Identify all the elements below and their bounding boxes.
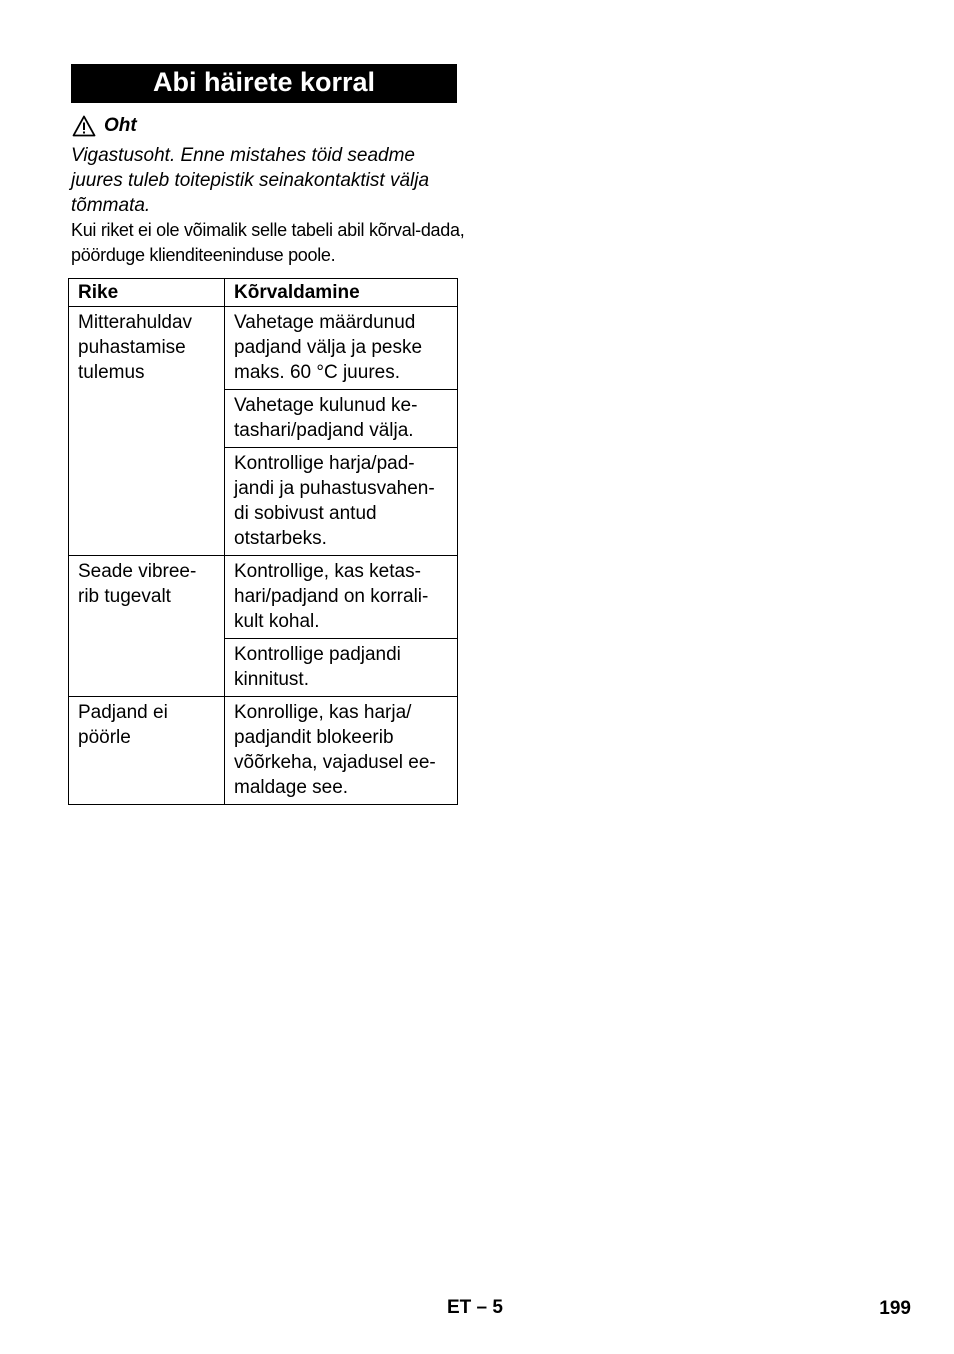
footer-language-section: ET – 5 xyxy=(447,1297,503,1318)
remedy-cell: Kontrollige padjandi kinnitust. xyxy=(225,639,458,697)
fault-cell: Padjand ei pöörle xyxy=(69,697,225,805)
warning-triangle-icon xyxy=(72,115,96,137)
danger-label: Oht xyxy=(104,115,137,136)
danger-text: Vigastusoht. Enne mistahes töid seadme juures tuleb toitepistik seinakontaktist välja tõmmata. xyxy=(71,145,430,216)
remedy-cell: Vahetage määrdunud padjand välja ja peske maks. 60 °C juures. xyxy=(225,307,458,390)
header-remedy: Kõrvaldamine xyxy=(225,279,458,307)
intro-text: Kui riket ei ole võimalik selle tabeli abil kõrval-dada, pöörduge klienditeeninduse poole. xyxy=(71,220,465,265)
remedy-cell: Kontrollige, kas ketas-hari/padjand on korrali-kult kohal. xyxy=(225,556,458,639)
remedy-cell: Vahetage kulunud ke-tashari/padjand välja. xyxy=(225,390,458,448)
fault-cell: Mitterahuldav puhastamise tulemus xyxy=(69,307,225,556)
fault-cell: Seade vibree-rib tugevalt xyxy=(69,556,225,697)
table-row xyxy=(69,556,458,639)
table-header-row xyxy=(69,279,458,307)
header-fault: Rike xyxy=(69,279,225,307)
table-row xyxy=(69,697,458,805)
table-row xyxy=(69,307,458,390)
page-number: 199 xyxy=(879,1298,911,1319)
section-title: Abi häirete korral xyxy=(71,64,457,103)
remedy-cell: Konrollige, kas harja/ padjandit blokeerib võõrkeha, vajadusel ee-maldage see. xyxy=(225,697,458,805)
troubleshooting-table xyxy=(68,278,458,805)
danger-heading xyxy=(72,113,137,139)
remedy-cell: Kontrollige harja/pad-jandi ja puhastusvahen-di sobivust antud otstarbeks. xyxy=(225,448,458,556)
